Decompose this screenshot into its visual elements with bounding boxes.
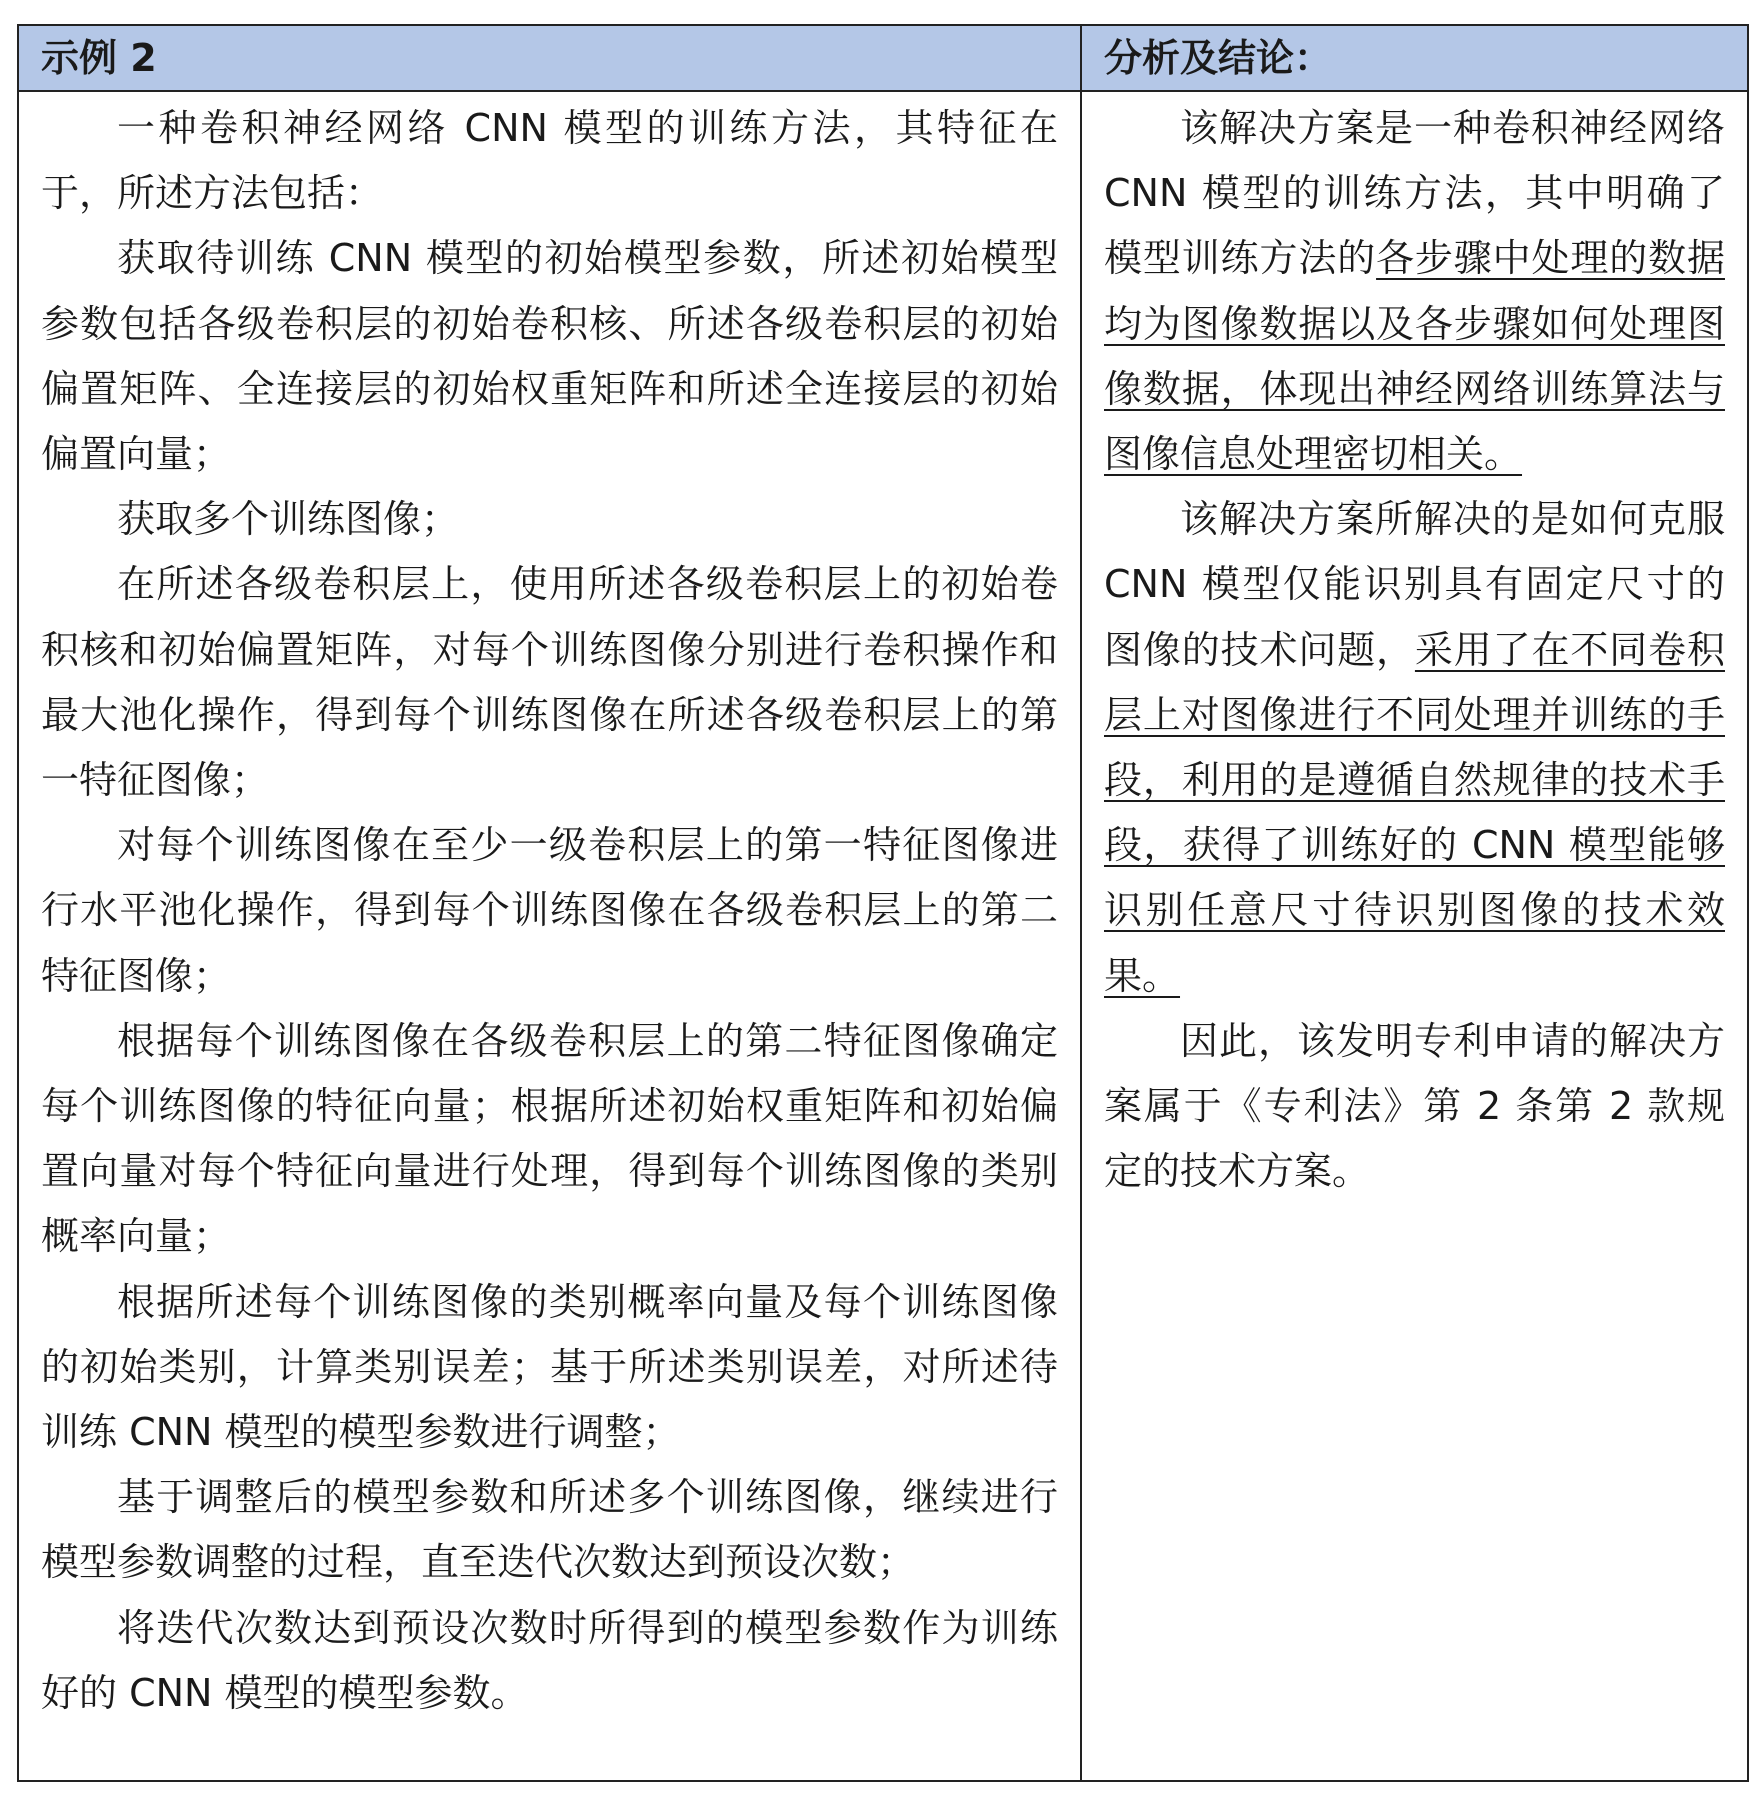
claim-text-cell	[18, 91, 1081, 1781]
claim-paragraph: 获取待训练 CNN 模型的初始模型参数，所述初始模型参数包括各级卷积层的初始卷积核、所述各级卷积层的初始偏置矩阵、全连接层的初始权重矩阵和所述全连接层的初始偏置向量；	[41, 236, 1058, 477]
analysis-cell	[1081, 91, 1748, 1781]
header-analysis-label: 分析及结论：	[1081, 25, 1748, 91]
header-example-label: 示例 2	[18, 25, 1081, 91]
analysis-paragraph-2	[1104, 487, 1725, 1009]
claim-paragraph: 将迭代次数达到预设次数时所得到的模型参数作为训练好的 CNN 模型的模型参数。	[41, 1605, 1058, 1715]
claim-paragraph: 根据所述每个训练图像的类别概率向量及每个训练图像的初始类别，计算类别误差；基于所述类别误差，对所述待训练 CNN 模型的模型参数进行调整；	[41, 1279, 1058, 1455]
analysis-p1-text: 该解决方案是一种卷积神经网络 CNN 模型的训练方法，其中明确了模型训练方法的	[1104, 106, 1725, 281]
claim-paragraph: 在所述各级卷积层上，使用所述各级卷积层上的初始卷积核和初始偏置矩阵，对每个训练图像分别进行卷积操作和最大池化操作，得到每个训练图像在所述各级卷积层上的第一特征图像；	[41, 562, 1058, 803]
example-table	[17, 24, 1749, 1782]
header-row	[18, 25, 1748, 91]
claim-paragraph: 获取多个训练图像；	[117, 497, 460, 542]
analysis-p2-text: 该解决方案所解决的是如何克服 CNN 模型仅能识别具有固定尺寸的图像的技术问题，	[1104, 497, 1725, 672]
analysis-paragraph-1	[1104, 96, 1725, 487]
analysis-p1-underlined: 各步骤中处理的数据均为图像数据以及各步骤如何处理图像数据，体现出神经网络训练算法与图像信息处理密切相关。	[1104, 236, 1725, 477]
analysis-p2-underlined: 采用了在不同卷积层上对图像进行不同处理并训练的手段，利用的是遵循自然规律的技术手段，获得了训练好的 CNN 模型能够识别任意尺寸待识别图像的技术效果。	[1104, 627, 1725, 998]
claim-paragraph: 一种卷积神经网络 CNN 模型的训练方法，其特征在于，所述方法包括：	[41, 106, 1058, 216]
claim-paragraph: 对每个训练图像在至少一级卷积层上的第一特征图像进行水平池化操作，得到每个训练图像在各级卷积层上的第二特征图像；	[41, 823, 1058, 998]
claim-paragraph: 基于调整后的模型参数和所述多个训练图像，继续进行模型参数调整的过程，直至迭代次数达到预设次数；	[41, 1475, 1058, 1585]
analysis-paragraph-3: 因此，该发明专利申请的解决方案属于《专利法》第 2 条第 2 款规定的技术方案。	[1104, 1018, 1725, 1194]
content-row	[18, 91, 1748, 1781]
claim-paragraph: 根据每个训练图像在各级卷积层上的第二特征图像确定每个训练图像的特征向量；根据所述初始权重矩阵和初始偏置向量对每个特征向量进行处理，得到每个训练图像的类别概率向量；	[41, 1018, 1058, 1259]
